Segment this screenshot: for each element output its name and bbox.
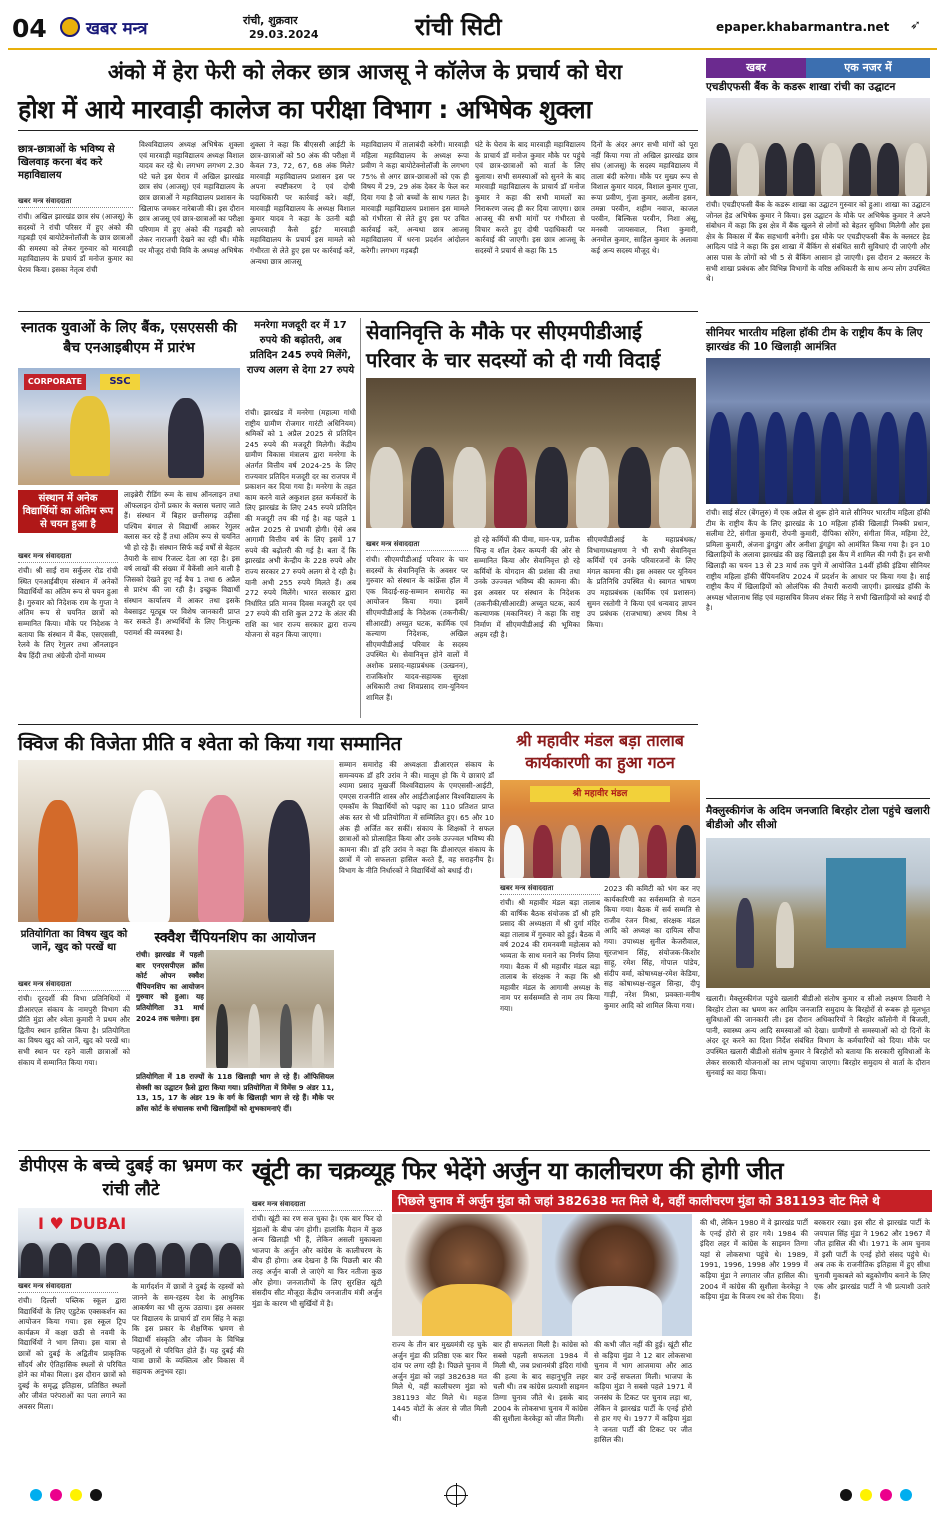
mgnrega-col-1: रांची। झारखंड में मनरेगा (महात्मा गांधी राष्ट्रीय ग्रामीण रोजगार गारंटी अधिनियम) श्रमिकों को 1 अप्रैल 2025 से प्रतिदिन 245 रुपये की मजदूरी मिलेगी। केंद्रीय ग्रामीण विकास मंत्रालय द्वारा मनरेगा के अंतर्गत वित्तीय वर्ष 2024-25 के लिए राज्यवार प्रतिदिन मजदूरी दर का राजपत्र में प्रकाशन कर दिया गया है। मनरेगा के तहत काम करने वाले अकुशल हस्त कर्मकारों के लिए झारखंड के लिए 245 रुपये प्रतिदिन की मजदूरी तय की गई है। वह पहले 1 अप्रैल 2025 से प्रभावी होगी। ऐसे अब आगामी वित्तीय वर्ष के लिए इसमें 17 रुपये की बढ़ोतरी की गई है। बता दें कि झारखंड अभी केन्द्रीय के 228 रुपये और राज्य सरकार 27 रुपये अलग से दे रही है। यानी अभी 255 रुपये मिलते हैं। अब 272 रुपये मिलेंगे। भारत सरकार द्वारा निर्धारित प्रति मानव दिवस मजदूरी दर एवं 27 रुपये की राशि कुल 272 के अंतर की राशि का भार राज्य सरकार द्वारा राज्य योजना से वहन किया जाएगा। (245, 408, 356, 640)
group-figures (366, 438, 696, 528)
brand-logo-icon (60, 17, 80, 37)
registration-dot (860, 1489, 872, 1501)
event-banner: श्री महावीर मंडल (530, 786, 670, 802)
squash-col-2: प्रतियोगिता में 18 राज्यों के 118 खिलाड़ी भाग ले रहे हैं। ऑफिसियल सेक्सी का उद्घाटन फ़ैसे द्वारा किया गया। प्रतियोगिता में विमेंस 9 अंडर 11, 13, 15, 17 के अंडर 19 के वर्ग के खिलाड़ी भाग ले रहे हैं। मौके पर क्रॉस कोर्ट के संचालक सभी खिलाड़ियों को शुभकामनाएं दीं। (136, 1072, 334, 1113)
dps-photo (18, 1208, 244, 1278)
quiz-byline: खबर मन्त्र संवाददाता (18, 980, 130, 991)
cmpdi-col-1: रांची। सीएमपीडीआई परिवार के चार सदस्यों के सेवानिवृत्ति के अवसर पर गुरुवार को संस्थान के कांफ्रेंस हॉल में एक विदाई-सह-सम्मान समारोह का आयोजन किया गया। इसमें सीएमपीडीआई के निदेशक (तकनीकी/सीआरडी) अच्युत घटक, कार्मिक एवं कल्याण निदेशक, अखिल सीएमपीडीआई परिवार के सदस्य उपस्थित थे। सेवानिवृत्त होने वालों में अशोक प्रसाद-महाप्रबंधक (उत्खनन), राजकिशोर यादव-सहायक सुरक्षा अधिकारी तथा शिवप्रसाद राम-यूनियन शामिल हैं। (366, 555, 468, 702)
group-figures (206, 997, 334, 1068)
khunti-col-6: बरकरार रखा। इस सीट से झारखंड पार्टी के जयपाल सिंह मुंडा ने 1962 और 1967 में जीत हासिल की थी। 1971 के आम चुनाव में इसी पार्टी के एनई होरो संसद पहुंचे थे। अब तक के राजनीतिक इतिहास में हुए सीधा चुनावी मुकाबले को बहुकोणीय बनाने के लिए एक और झारखंड पार्टी ने भी प्रत्याशी उतारे हैं। (814, 1218, 930, 1302)
brand-name: खबर मन्त्र (86, 19, 148, 39)
cmpdi-byline: खबर मन्त्र संवाददाता (366, 540, 468, 551)
quiz-col-2: सम्मान समारोह की अध्यक्षता डीआरएल संकाय के समन्वयक डॉ हरि उरांव ने की। मालूम हो कि ये छात्राएं डॉ श्यामा प्रसाद मुखर्जी विश्वविद्यालय के एमएससी-आईटी, एमएस राजनीति शास्त्र और आईटीआईआर विश्वविद्यालय के एमकॉम के विद्यार्थियों को पढ़ाए का 110 प्रतिशत प्राप्त अंक स्तर से भी प्रतियोगिता में सम्मिलित हुए। 65 और 10 अंक ही अर्जित कर सकीं। संकाय के शिक्षकों ने सफल छात्राओं को प्रोत्साहित किया और उनके उज्ज्वल भविष्य की कामना की। डॉ हरि उरांव ने कहा कि डीआरएल संकाय के छात्रों में जो सफलता हासिल करते हैं, वह सराहनीय है। विभाग के नीति निर्धारकों ने विद्यार्थियों को बधाई दी। (339, 760, 494, 875)
glance-title: एक नजर में (806, 58, 930, 78)
hdfc-headline: एचडीएफसी बैंक के कडरू शाखा रांची का उद्घाटन (706, 81, 896, 93)
nibm-headline: स्नातक युवाओं के लिए बैंक, एसएससी की बैच एनआइबीएम में प्रारंभ (20, 320, 238, 356)
building (826, 858, 906, 948)
registration-dot (30, 1489, 42, 1501)
lead-col-6: दिनों के अंदर अगर सभी मांगों को पूरा नहीं किया गया तो अखिल झारखंड छात्र संघ (आजसू) के सदस्य महाविद्यालय में ताला बंदी करेगा। मौके पर मुख्य रूप से विशाल कुमार यादव, विशाल कुमार गुप्ता, रूपा प्रवीण, गुंजा कुमार, अलीना हसन, तमन्ना परवीन, शहीम नवाज, काजल परवीन, बिल्किस परवीन, निशा अंसू, मनस्वी जायसवाल, निशा कुमारी, अनमोल कुमार, साहिल कुमार के अलावा कई अन्य सदस्य मौजूद थे। (591, 140, 698, 255)
lead-col-2: विश्वविद्यालय अध्यक्ष अभिषेक शुक्ला एवं मारवाड़ी महाविद्यालय अध्यक्ष विशाल यादव कर रहे थे। लगभग लगभग 2.30 घंटे चले इस घेराव में अखिल झारखंड छात्र संघ (आजसू) एवं महाविद्यालय के छात्र छात्राओं ने महाविद्यालय प्रशासन के खिलाफ जमकर नारेबाजी की। इस दौरान छात्र आजसू एवं छात्र-छात्राओं का परीक्षा परिणाम में हुए अंको की गड़बड़ी को लेकर नाराजगी देखने का रही थी। मौके पर मौजूद रांची विवि के अध्यक्ष अभिषेक (139, 140, 244, 255)
birhor-headline: मैक्लुस्कीगंज के अदिम जनजाति बिरहोर टोला पहुंचे खलारी बीडीओ और सीओ (706, 805, 930, 831)
quiz-photo (18, 760, 334, 922)
khunti-col-1: रांची। खूंटी का रण सज चुका है। एक बार फिर दो मुंडाओं के बीच जंग होगी। हालांकि मैदान में कुछ अन्य खिलाड़ी भी हैं, लेकिन असली मुकाबला भाजपा के अर्जुन और कांग्रेस के कालीचरण के बीच ही होगा। अब देखना है कि पिछली बार की तरह अर्जुन बाजी ले जाएंगे या फिर नतीजा कुछ और होगा। जनजातीयों के लिए सुरक्षित खूंटी संसदीय सीट मौजूदा केंद्रीय जनजातीय मंत्री अर्जुन मुंडा के कारण भी सुर्खियों में है। (252, 1214, 382, 1308)
glance-header (706, 58, 930, 78)
birhor-photo (706, 838, 930, 988)
quiz-caption: प्रतियोगिता का विषय खुद को जानें, खुद को परखें था (20, 929, 128, 953)
divider (18, 130, 698, 131)
person-figure (736, 898, 754, 968)
lead-col-5: घंटे के घेराव के बाद मारवाड़ी महाविद्यालय के प्राचार्य डॉ मनोज कुमार मौके पर पहुंचे एवं छात्र-छात्राओं को वार्ता के लिए बुलाया। सभी समस्याओं को सुनने के बाद मारवाड़ी महाविद्यालय के प्राचार्य डॉ मनोज कुमार ने कहा की सभी मामलों का निराकरण जल्द ही कर दिया जाएगा। छात्र आजसू की सभी मांगों पर गंभीरता से विचार करते हुए दोषी पदाधिकारी पर कार्रवाई की जाएगी। इस छात्र आजसू के सदस्यों ने प्रचार्य से कहा कि 15 (475, 140, 585, 255)
person-figure (268, 800, 310, 922)
mahavir-col-2: 2023 की कमिटी को भंग कर नए कार्यकारिणी का सर्वसम्मति से गठन किया गया। बैठक में सर्व सम्मति से राजीव रंजन मिश्रा, संरक्षक मंडल आदि को अध्यक्ष का दायित्व सौंपा गया। उपाध्यक्ष सुनील केजरीवाल, सूरजभान सिंह, संयोजक-किशोर साहू, रमेश सिंह, गोपाल पांडेय, संदीप वर्मा, कोषाध्यक्ष-रमेश केडिया, सह कोषाध्यक्ष-राहुल सिन्हा, दीपू गाड़ी, नरेश मिश्रा, प्रवक्ता-मनीष कुमार आदि को शामिल किया गया। (604, 884, 700, 1010)
hockey-headline: सीनियर भारतीय महिला हॉकी टीम के राष्ट्रीय कैंप के लिए झारखंड की 10 खिलाड़ी आमंत्रित (706, 327, 923, 353)
cmpdi-col-2: हो रहे कर्मियों की पीमा, मान-पत्र, प्रतीक चिन्ह व शॉल देकर कम्पनी की ओर से सम्मानित किया और सेवानिवृत्त हो रहे कर्मियों के योगदान की प्रशंसा की तथा उनके उज्ज्वल भविष्य की कामना की। इस अवसर पर संस्थान के निदेशक (तकनीकी/सीआरडी) अच्युत घटक, कार्य कल्याणक (मकानियर) ने कहा कि राष्ट्र निर्माण में सीएमपीडीआई की भूमिका अहम रही है। (474, 535, 580, 640)
cmpdi-col-3: सीएमपीडीआई के महाप्रबंधक/विभागाध्यक्षगण ने भी सभी सेवानिवृत्त कर्मियों एवं उनके परिवारजनों के लिए मंगल कामना की। इस अवसर पर यूनियन के प्रतिनिधि उपस्थित थे। स्वागत भाषण उप महाप्रबंधक (कार्मिक एवं प्रशासन) सुमन रस्तोगी ने किया एवं धन्यवाद ज्ञापन उप प्रबंधक (राजभाषा) अभय मिश्र ने किया। (587, 535, 696, 629)
divider (706, 798, 930, 799)
divider (18, 724, 698, 725)
hdfc-body: रांची। एचडीएफसी बैंक के कडरू शाखा का उद्घाटन गुरुवार को हुआ। शाखा का उद्घाटन जोनल हेड अभिषेक कुमार ने किया। इस उद्घाटन के मौके पर अभिषेक कुमार ने अपने संबोधन में कहा कि इस क्षेत्र में बैंक खुलने से लोगों को बेहतर सुविधा मिलेगी और इस क्षेत्र के विकास में बैंक सहभागी बनेगी। इस मौके पर एचडीएफसी बैंक के क्लस्टर हेड आदित्य पांडे ने कहा कि इस शाखा में बैंकिंग से संबंधित सारी सुविधाएं दी जाएंगी और आस पास के लोगों को भी 5 से बैंकिंग आसान हो जाएगी। इस दौरान 2 क्लस्टर के सभी शाखा प्रबंधक और विभिन्न विभागों के वरिष्ठ अधिकारी के साथ अन्य लोग उपस्थित थे। (706, 200, 930, 284)
divider (18, 311, 698, 312)
masthead-rule (8, 48, 937, 50)
khunti-col-2: राज्य के तीन बार मुख्यमंत्री रह चुके अर्जुन मुंडा की प्रतिष्ठा एक बार फिर दांव पर लगा रही है। पिछले चुनाव में अर्जुन मुंडा को जहां 382638 मत मिले थे, वहीं कालीचरण मुंडा को 381193 वोट मिले थे। महज 1445 वोटों के अंतर से जीत मिली थी। (392, 1340, 487, 1424)
banner-sign: SSC (100, 374, 140, 390)
khunti-redbar: पिछले चुनाव में अर्जुन मुंडा को जहां 382638 मत मिले थे, वहीं कालीचरण मुंडा को 381193 वोट मिले थे (392, 1190, 932, 1212)
dateline-date: 29.03.2024 (249, 28, 319, 41)
nibm-photo (18, 368, 240, 485)
khunti-byline: खबर मन्त्र संवाददाता (252, 1200, 382, 1211)
cmpdi-headline: सेवानिवृत्ति के मौके पर सीएमपीडीआई परिवार के चार सदस्यों को दी गयी विदाई (366, 320, 661, 372)
squash-col-1: रांची। झारखंड में पहली बार एनएसपीएल क्रॉस कोर्ट ओपन स्क्वैश चैंपियनशिप का आयोजन गुरुवार को हुआ। यह प्रतियोगिता 31 मार्च 2024 तक चलेगा। इस (136, 950, 204, 1023)
person-figure (198, 795, 244, 922)
section-title: रांची सिटी (415, 13, 502, 41)
epaper-url[interactable]: epaper.khabarmantra.net (716, 20, 890, 34)
lead-byline: खबर मन्त्र संवाददाता (18, 197, 133, 208)
nibm-byline: खबर मन्त्र संवाददाता (18, 552, 118, 563)
divider (706, 322, 930, 323)
crosshair-icon (444, 1495, 468, 1496)
page-number: 04 (12, 14, 47, 43)
quiz-col-1: रांची। दूरदर्शी की विभा प्रतिनिधियों में डीआरएल संकाय के नामपुरी विभाग की प्रीति मुंडा और श्वेता कुमारी ने प्रथम और द्वितीय स्थान हासिल किया है। प्रतियोगिता का विषय खुद को जानें, खुद को परखें था। सभी स्थान पर रहने वाली छात्राओं को संकाय में सम्मानित किया गया। (18, 994, 130, 1067)
nibm-col-1: रांची। श्री साईं राम सर्कुलर रोड रांची स्थित एनआईबीएम संस्थान में अनेकों विद्यार्थियों का अंतिम रूप से चयन हुआ है। गुरुवार को निदेशक राम के गुप्ता ने अंतिम रूप से चयनित छात्रों को सम्मानित किया। मौके पर निदेशक ने बताया कि संस्थान में बैंक, एसएससी, रेलवे के लिए रेगुलर तथा ऑनलाइन बैच हिंदी तथा अंग्रेजी दोनों माध्यम (18, 566, 118, 660)
group-figures (706, 402, 930, 504)
squash-photo (206, 950, 334, 1068)
registration-dot (840, 1489, 852, 1501)
dps-byline: खबर मन्त्र संवाददाता (18, 1282, 118, 1293)
shirt (572, 1286, 662, 1336)
dps-col-1: रांची। दिल्ली पब्लिक स्कूल द्वारा विद्यार्थियों के लिए एडुटेक एक्सकर्शन का आयोजन किया गया। इस स्कूल ट्रिप कार्यक्रम में कक्षा छठी से नवमी के विद्यार्थियों ने भाग लिया। इस यात्रा से छात्रों को दुबई के अद्वितीय प्राकृतिक सौंदर्य और ऐतिहासिक स्थलों से परिचित होने का मौका मिला। इस दौरान छात्रों को दुबई के समृद्ध इतिहास, प्रतिष्ठित स्थलों और जीवंत परंपराओं का पता लगाने का अवसर मिला। (18, 1296, 126, 1411)
footer-color-bar (20, 1485, 925, 1505)
dubai-sign: I ♥ DUBAI (38, 1214, 127, 1233)
masthead (0, 0, 945, 52)
lead-kicker: अंको में हेरा फेरी को लेकर छात्र आजसू ने कॉलेज के प्रचार्य को घेरा (107, 60, 623, 84)
person-figure (38, 800, 78, 922)
hdfc-photo (706, 98, 930, 196)
dps-col-2: के मार्गदर्शन में छात्रों ने दुबई के रहस्यों को जानने के सम-रहस्य देश के आधुनिक आकर्षण का भी लुत्फ उठाया। इस अवसर पर विद्यालय के प्राचार्य डॉ राम सिंह ने कहा कि इस प्रकार के शैक्षणिक भ्रमण से विद्यार्थी संस्कृति और जीवन के विभिन्न पहलुओं से परिचित होते हैं। यह दुबई की यात्रा छात्रों के व्यक्तित्व और विकास में सहायक अनुभव रहा। (132, 1282, 244, 1376)
group-figures (500, 819, 700, 878)
group-figures (706, 137, 930, 196)
divider (360, 318, 361, 718)
khunti-col-5: की थी, लेकिन 1980 में वे झारखंड पार्टी के एनई होरो से हार गये। 1984 की इंदिरा लहर में कांग्रेस के साइमन तिग्गा यहां से लोकसभा पहुंचे थे। 1989, 1991, 1996, 1998 और 1999 में कड़िया मुंडा ने लगातार जीत हासिल की। 2004 में कांग्रेस की सुशीला केरकेट्टा ने कड़िया मुंडा के विजय रथ को रोक दिया। (700, 1218, 808, 1302)
mahavir-headline: श्री महावीर मंडल बड़ा तालाब कार्यकारणी का हुआ गठन (516, 731, 684, 772)
person-figure (128, 790, 170, 922)
mahavir-col-1: रांची। श्री महावीर मंडल बड़ा तालाब की वार्षिक बैठक संयोजक डॉ श्री हरि प्रसाद की अध्यक्षता में श्री दुर्गा मंदिर बड़ा तालाब में गुरुवार को हुई। बैठक में वर्ष 2024 की रामनवमी महोत्सव को भव्यता के साथ मनाने का निर्णय लिया गया। बैठक में श्री महावीर मंडल बड़ा तालाब के संरक्षक ने कहा कि श्री महावीर मंडल के आगामी अध्यक्ष के नाम पर सर्वसम्मति से नाम तय किया गया। (500, 898, 600, 1013)
registration-dot (900, 1489, 912, 1501)
squash-headline: स्क्वैश चैंपियनशिप का आयोजन (154, 930, 316, 946)
shirt (422, 1284, 512, 1336)
person-figure (168, 398, 204, 478)
hockey-photo (706, 358, 930, 504)
khunti-col-4: की कभी जीत नहीं की हुई। खूंटी सीट से कड़िया मुंडा ने 12 बार लोकसभा चुनाव में भाग आजमाया और आठ बार उन्हें सफलता मिली। भाजपा के कड़िया मुंडा ने सबसे पहले 1971 में जनसंघ के टिकट पर चुनाव लड़ा था, लेकिन वे झारखंड पार्टी के एनई होरो से हार गए थे। 1977 में कड़िया मुंडा ने जनता पार्टी की टिकट पर जीत हासिल की। (594, 1340, 692, 1445)
cursor-icon: ➶ (910, 18, 921, 33)
khunti-headline: खूंटी का चक्रव्यूह फिर भेदेंगे अर्जुन या कालीचरण की होगी जीत (252, 1157, 783, 1185)
registration-dot (70, 1489, 82, 1501)
lead-col-1: रांची। अखिल झारखंड छात्र संघ (आजसू) के सदस्यों ने रांची परिसर में हुए अंको की गड़बड़ी एवं बायोटेक्नोलॉजी के छात्र छात्राओं की समस्या को लेकर गुरुवार को मारवाड़ी महाविद्यालय के प्रचार्य डॉ मनोज कुमार का घेराव किया। इसका नेतृत्व रांची (18, 212, 133, 274)
kalicharan-munda-photo (542, 1214, 692, 1336)
registration-dot (880, 1489, 892, 1501)
mgnrega-headline: मनरेगा मजदूरी दर में 17 रुपये की बढ़ोतरी, अब प्रतिदिन 245 रुपये मिलेंगे, राज्य अलग से देगा 27 रुपये (246, 320, 355, 376)
registration-dot (50, 1489, 62, 1501)
glance-tag: खबर (706, 58, 806, 78)
birhor-body: खलारी। मैक्लुस्कीगंज पहुंचे खलारी बीडीओ संतोष कुमार व सीओ लक्ष्मण तिवारी ने बिरहोर टोला का भ्रमण कर आदिम जनजाति समुदाय के बिरहोरों से रूबरू हो मूलभूत सुविधाओं की जानकारी ली। इस दौरान अधिकारियों ने बिरहोर कॉलोनी में बिजली, पानी, स्वास्थ्य अन्य आदि समस्याओं को देखा। ग्रामीणों से समस्याओं को दो दिनों के अंदर दूर करने का दिशा निर्देश संबंधित विभाग के कर्मचारियों को दिया। मौके पर उपस्थित खलारी बीडीओ संतोष कुमार ने बिरहोरों को बताया कि सरकारी सुविधाओं के लेकर सरकारी योजनाओं का लाभ पहुंचाया जाएगा। बिरहोर समुदाय से वार्ता के दौरान सुनवाई का वादा किया। (706, 994, 930, 1078)
hockey-body: रांची। साई सेंटर (बेंगलुरु) में एक अप्रैल से शुरू होने वाले सीनियर भारतीय महिला हॉकी टीम के राष्ट्रीय कैंप के लिए झारखंड के 10 महिला हॉकी खिलाड़ी निक्की प्रधान, सलीमा टेटे, संगीता कुमारी, रोपनी कुमारी, दीपिका सोरेंग, संगीता मिंज, महिमा टेटे, प्रमिला कुमारी, अंजना डुंगडुंग और अनीशा डुंगडुंग को आमंत्रित किया गया है। इन 10 खिलाड़ियों के अलावा झारखंड की छह खिलाड़ी इस कैंप में शामिल की गयी हैं। इन सभी खिलाड़ी का चयन 13 से 23 मार्च तक पुणे में आयोजित 14वीं हॉकी इंडिया सीनियर राष्ट्रीय महिला हॉकी चैंपियनशिप 2024 में प्रदर्शन के आधार पर किया गया है। साई राष्ट्रीय कैंप में खिलाड़ियों को ओलंपिक की तैयारी करायी जाएगी। झारखंड हॉकी के अध्यक्ष भोलानाथ सिंह एवं महासचिव विजय शंकर सिंह ने सभी खिलाड़ियों को बधाई दी है। (706, 508, 930, 613)
dps-headline: डीपीएस के बच्चे दुबई का भ्रमण कर रांची लौटे (19, 1156, 243, 1200)
lead-headline: होश में आये मारवाड़ी कालेज का परीक्षा विभाग : अभिषेक शुक्ला (18, 95, 592, 124)
lead-subheadline: छात्र-छात्राओं के भविष्य से खिलवाड़ करना बंद करे महाविद्यालय (18, 144, 115, 181)
divider (18, 1150, 930, 1151)
person-figure (70, 396, 110, 476)
dateline-city: रांची, शुक्रवार (243, 14, 298, 27)
khunti-col-3: बार ही सफलता मिली है। कांग्रेस को सबसे पहली सफलता 1984 में मिली थी, जब प्रधानमंत्री इंदिरा गांधी की हत्या के बाद सहानुभूति लहर चली थी। तब कांग्रेस प्रत्याशी साइमन तिग्गा चुनाव जीते थे। इसके बाद 2004 के लोकसभा चुनाव में कांग्रेस की सुशीला केरकेट्टा को जीत मिली। (493, 1340, 588, 1424)
mahavir-photo (500, 780, 700, 878)
mahavir-byline: खबर मन्त्र संवाददाता (500, 884, 600, 895)
registration-dot (90, 1489, 102, 1501)
group-figures (18, 1240, 244, 1279)
lead-col-3: शुक्ला ने कहा कि बीएससी आईटी के छात्र-छात्राओं को 50 अंक की परीक्षा में केवल 73, 72, 67, 68 अंक मिले? मारवाड़ी महाविद्यालय प्रशासन इस पर अपना स्पष्टीकरण दे एवं दोषी पदाधिकारी पर कार्रवाई करे। वहीं, मारवाड़ी महाविद्यालय के अध्यक्ष विशाल कुमार यादव ने कहा के उतनी बड़ी लापरवाही कैसे हुई? मारवाड़ी महाविद्यालय के प्रचार्य इस मामले को गंभीरता से लेते हुए इस पर कार्रवाई करें, अन्यथा छात्र आजसू (250, 140, 355, 266)
person-figure (776, 902, 794, 968)
lead-col-4: महाविद्यालय में तालाबंदी करेगी। मारवाड़ी महिला महाविद्यालय के अध्यक्ष रूपा प्रवीण ने कहा बायोटेक्नोलॉजी के लगभग 75% से अगर छात्र-छात्राओं को एक ही विषय में 29, 29 अंक देकर के फेल कर दिया गया है जो बच्चों के साथ गलत है। मारवाड़ी महाविद्यालय प्रशासन इस मामले को गंभीरता से लेते हुए इस पर उचित कार्रवाई करें, अन्यथा छात्र आजसू महाविद्यालय में धरना प्रदर्शन आंदोलन करेगी। लगभग गड़बड़ी (361, 140, 469, 255)
cmpdi-photo (366, 378, 696, 528)
nibm-caption: संस्थान में अनेक विद्यार्थियों का अंतिम रूप से चयन हुआ है (18, 490, 118, 533)
nibm-col-2: लाइब्रेरी रीडिंग रूम के साथ ऑनलाइन तथा ऑफलाइन दोनों प्रकार के क्लास चलाए जाते हैं। संस्थान में बिहार छत्तीसगढ़ उड़ीसा पश्चिम बंगाल से विद्यार्थी आकर रेगुलर क्लास कर रहे हैं तथा अंतिम रूप से चयनित भी हो रहे हैं। संस्थान सिर्फ कई वर्षों से बेहतर तैयारी के साथ रिजल्ट देता आ रहा है। इस वर्ष लाखों की संख्या में वैकेंसी आने वाली है जिसको देखते हुए नई बैच 1 तथा 6 अप्रैल से प्रारंभ की जा रही है। इच्छुक विद्यार्थी संस्थान कार्यालय में आकर तथा इसके वेबसाइट यूट्यूब पर विशेष जानकारी प्राप्त कर सकते हैं। अभ्यर्थियों के लिए निःशुल्क परामर्श की व्यवस्था है। (124, 490, 240, 637)
arjun-munda-photo (392, 1214, 542, 1336)
banner-sign: CORPORATE (24, 374, 86, 390)
quiz-headline: क्विज की विजेता प्रीति व श्वेता को किया गया सम्मानित (18, 733, 402, 755)
